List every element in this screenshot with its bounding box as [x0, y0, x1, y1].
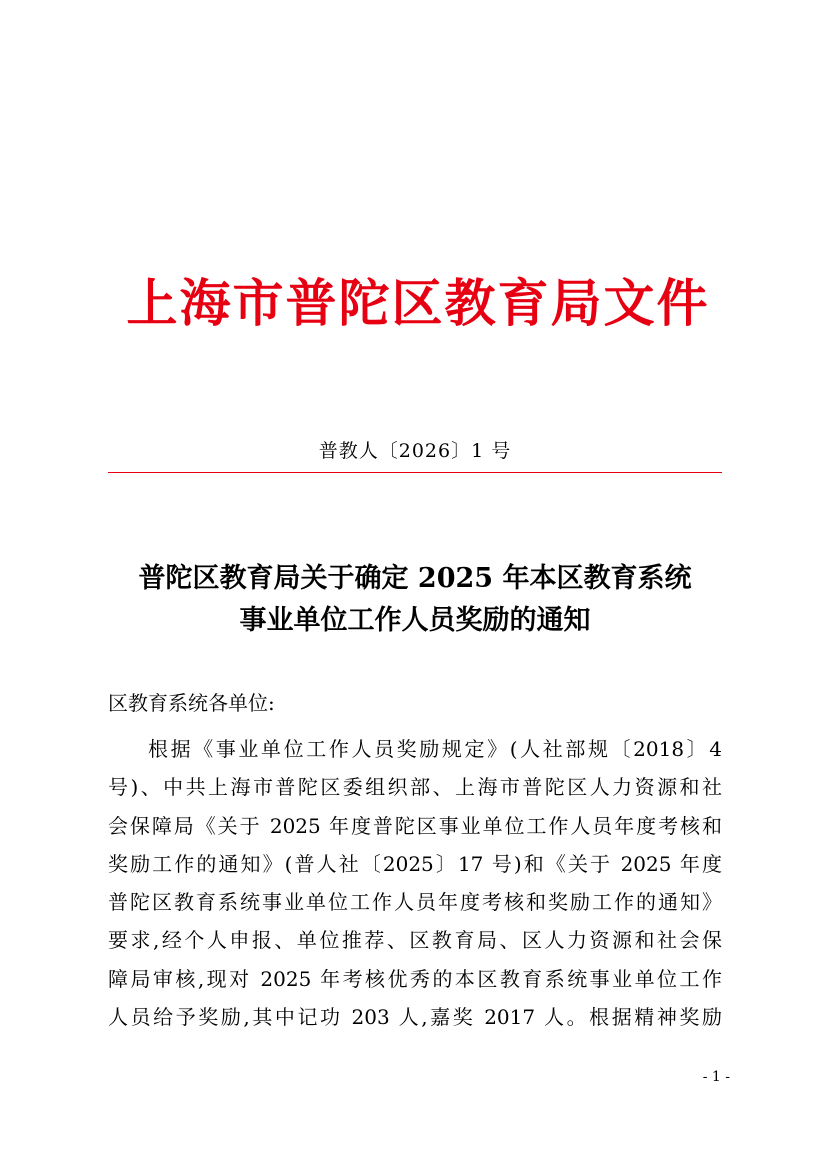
notice-title — [100, 558, 730, 642]
page-number: - 1 - — [702, 1069, 730, 1085]
body-paragraph — [108, 730, 722, 1036]
notice-title-line: 普陀区教育局关于确定 2025 年本区教育系统 — [138, 563, 692, 594]
body-line: 奖励工作的通知》(普人社〔2025〕17 号)和《关于 2025 年度 — [108, 851, 722, 876]
body-line: 根据《事业单位工作人员奖励规定》(人社部规〔2018〕4 — [148, 737, 722, 761]
salutation: 区教育系统各单位: — [108, 691, 275, 715]
body-line: 要求,经个人申报、单位推荐、区教育局、区人力资源和社会保 — [108, 928, 722, 953]
body-line: 普陀区教育系统事业单位工作人员年度考核和奖励工作的通知》 — [108, 890, 722, 915]
body-line: 号)、中共上海市普陀区委组织部、上海市普陀区人力资源和社 — [108, 775, 722, 800]
document-number: 普教人〔2026〕1 号 — [318, 440, 512, 462]
body-line: 会保障局《关于 2025 年度普陀区事业单位工作人员年度考核和 — [108, 813, 722, 838]
document-header-title: 上海市普陀区教育局文件 — [126, 274, 710, 334]
body-line: 人员给予奖励,其中记功 203 人,嘉奖 2017 人。根据精神奖励 — [108, 1005, 722, 1030]
header-divider-rule — [108, 472, 722, 473]
body-line: 障局审核,现对 2025 年考核优秀的本区教育系统事业单位工作 — [108, 966, 722, 991]
notice-title-line: 事业单位工作人员奖励的通知 — [239, 605, 591, 636]
